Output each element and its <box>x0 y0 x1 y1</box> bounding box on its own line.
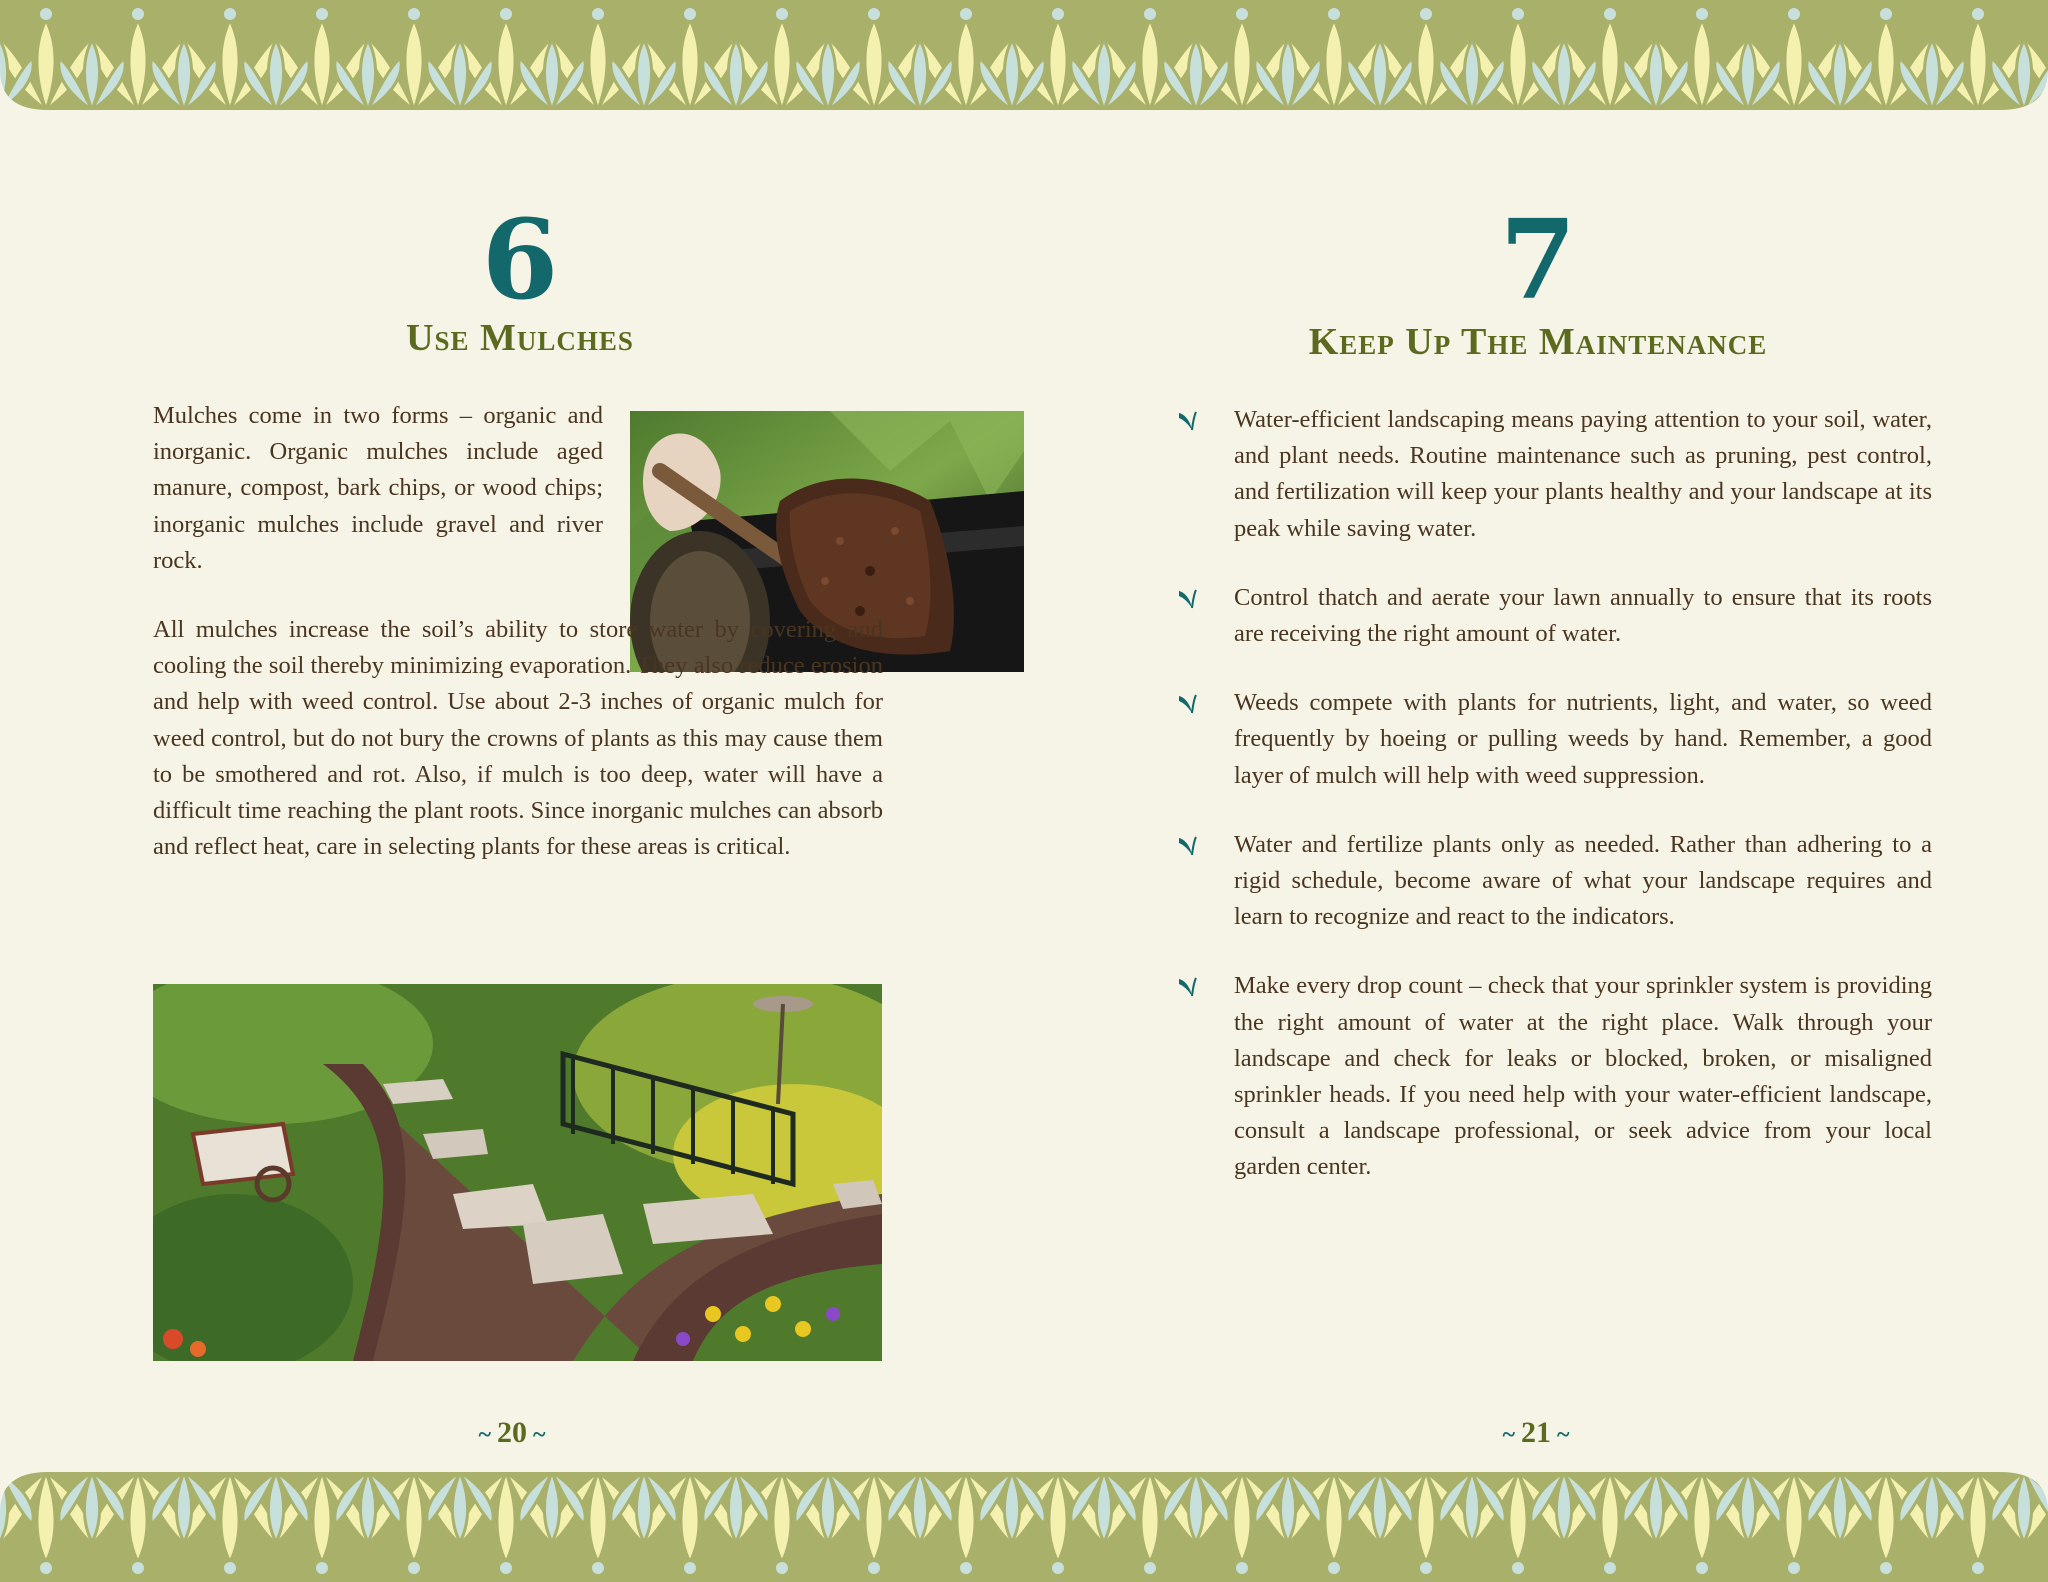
list-item <box>1176 827 1932 936</box>
leaf-bullet-icon <box>1176 976 1198 998</box>
list-item-text: Make every drop count – check that your sprinkler system is providing the right amount of water at the right place. Walk through your landscape and check for leaks or blocked, broken, or misaligned sprinkler heads. If you need help with your water-efficient landscape, consult a landscape professional, or seek advice from your local garden center. <box>1234 972 1932 1181</box>
maintenance-list <box>1176 402 1932 1219</box>
section-number: 6 <box>481 195 559 324</box>
list-item <box>1176 580 1932 652</box>
section-title <box>1188 320 1888 364</box>
list-item <box>1176 402 1932 547</box>
leaf-bullet-icon <box>1176 410 1198 432</box>
photo-garden-path <box>153 984 882 1361</box>
right-page <box>1024 0 2048 1582</box>
section-title <box>270 316 770 360</box>
list-item-text: Weeds compete with plants for nutrients, light, and water, so weed frequently by hoeing or pulling weeds by hand. Remember, a good layer of mulch will help with weed suppression. <box>1234 689 1932 789</box>
paragraph-mulch-types: Mulches come in two forms – organic and inorganic. Organic mulches include aged manure, compost, bark chips, or wood chips; inorganic mulches include gravel and river rock. <box>153 402 603 574</box>
section-title-text: Use Mulches <box>406 317 634 359</box>
leaf-bullet-icon <box>1176 835 1198 857</box>
garden-path-icon <box>153 984 882 1361</box>
section-number: 7 <box>1499 195 1577 324</box>
list-item-text: Control thatch and aerate your lawn annually to ensure that its roots are receiving the right amount of water. <box>1234 583 1932 648</box>
page-number: ~ 21 ~ <box>1502 1416 1570 1449</box>
list-item <box>1176 685 1932 794</box>
page-number-value: 21 <box>1521 1416 1551 1449</box>
section-title-text: Keep Up The Maintenance <box>1308 321 1768 363</box>
list-item-text: Water and fertilize plants only as needed. Rather than adhering to a rigid schedule, become aware of what your landscape requires and learn to recognize and react to the indicators. <box>1234 830 1932 931</box>
page-number: ~ 20 ~ <box>478 1416 546 1449</box>
leaf-bullet-icon <box>1176 588 1198 610</box>
leaf-bullet-icon <box>1176 693 1198 715</box>
paragraph-mulch-benefits-text: All mulches increase the soil’s ability to store water by covering and cooling the soil thereby minimizing evaporation. They also reduce erosion and help with weed control. Use about 2-3 inches of organic mulch for weed control, but do not bury the crowns of plants as this may cause them to be smothered and rot. Also, if mulch is too deep, water will have a difficult time reaching the plant roots. Since inorganic mulches can absorb and reflect heat, care in selecting plants for these areas is critical. <box>153 616 883 861</box>
paragraph-mulch-benefits <box>153 612 883 865</box>
list-item-text: Water-efficient landscaping means paying attention to your soil, water, and plant needs. Routine maintenance such as pruning, pest control, and fertilization will keep your plants healthy and your landscape at its peak while saving water. <box>1234 406 1932 542</box>
page-number-value: 20 <box>497 1416 527 1449</box>
list-item <box>1176 968 1932 1185</box>
